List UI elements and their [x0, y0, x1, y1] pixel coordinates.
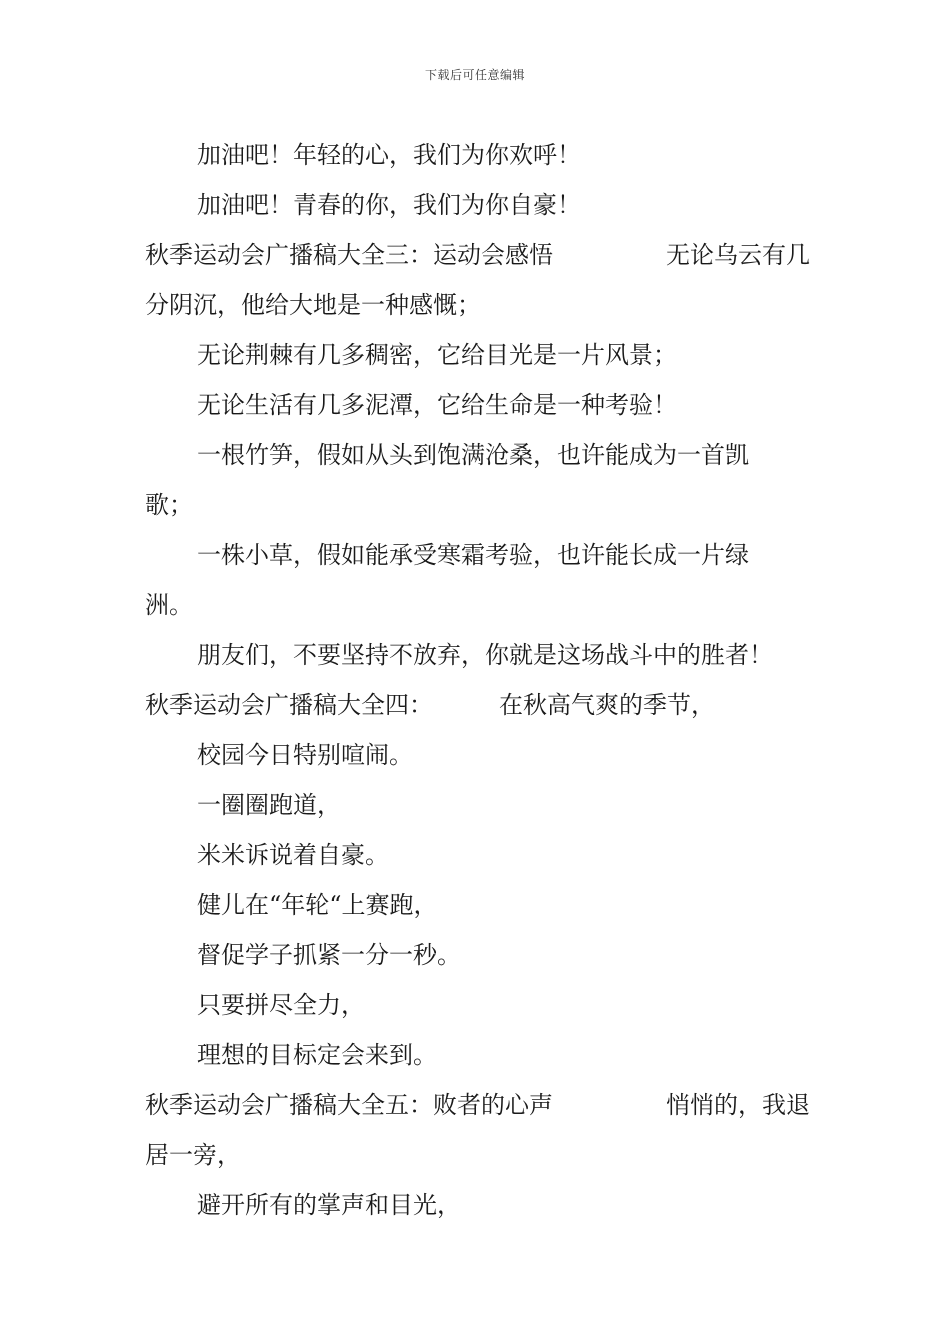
text-fragment: 无论乌云有几: [666, 241, 810, 269]
text-line: 加油吧！青春的你，我们为你自豪！: [197, 191, 581, 219]
text-line: 米米诉说着自豪。: [197, 841, 389, 869]
text-line: 一株小草，假如能承受寒霜考验，也许能长成一片绿: [197, 541, 749, 569]
text-line: 无论荆棘有几多稠密，它给目光是一片风景；: [197, 341, 677, 369]
text-line: 健儿在“年轮“上赛跑，: [197, 891, 438, 919]
text-line: 朋友们，不要坚持不放弃，你就是这场战斗中的胜者！: [197, 641, 773, 669]
text-line: 校园今日特别喧闹。: [197, 741, 413, 769]
text-line: 一根竹笋，假如从头到饱满沧桑，也许能成为一首凯: [197, 441, 749, 469]
text-line: 加油吧！年轻的心，我们为你欢呼！: [197, 141, 581, 169]
page-header-note: 下载后可任意编辑: [424, 68, 525, 82]
section-heading-four: [145, 680, 810, 730]
text-line: 歌；: [145, 491, 193, 519]
text-line: 分阴沉，他给大地是一种感慨；: [145, 291, 481, 319]
text-line: 理想的目标定会来到。: [197, 1041, 437, 1069]
text-line: 避开所有的掌声和目光，: [197, 1191, 461, 1219]
text-line: 洲。: [145, 591, 193, 619]
text-line: 居一旁，: [145, 1141, 241, 1169]
document-body: [145, 130, 810, 1230]
text-fragment: 悄悄的，我退: [666, 1091, 810, 1119]
text-fragment: 在秋高气爽的季节，: [499, 691, 715, 719]
text-line: 无论生活有几多泥潭，它给生命是一种考验！: [197, 391, 677, 419]
text-line: 只要拼尽全力，: [197, 991, 365, 1019]
section-title: 秋季运动会广播稿大全四：: [145, 691, 433, 719]
section-title: 秋季运动会广播稿大全三：运动会感悟: [145, 241, 553, 269]
section-heading-five: [145, 1080, 810, 1130]
text-line: 一圈圈跑道，: [197, 791, 341, 819]
section-title: 秋季运动会广播稿大全五：败者的心声: [145, 1091, 553, 1119]
text-line: 督促学子抓紧一分一秒。: [197, 941, 461, 969]
section-heading-three: [145, 230, 810, 280]
